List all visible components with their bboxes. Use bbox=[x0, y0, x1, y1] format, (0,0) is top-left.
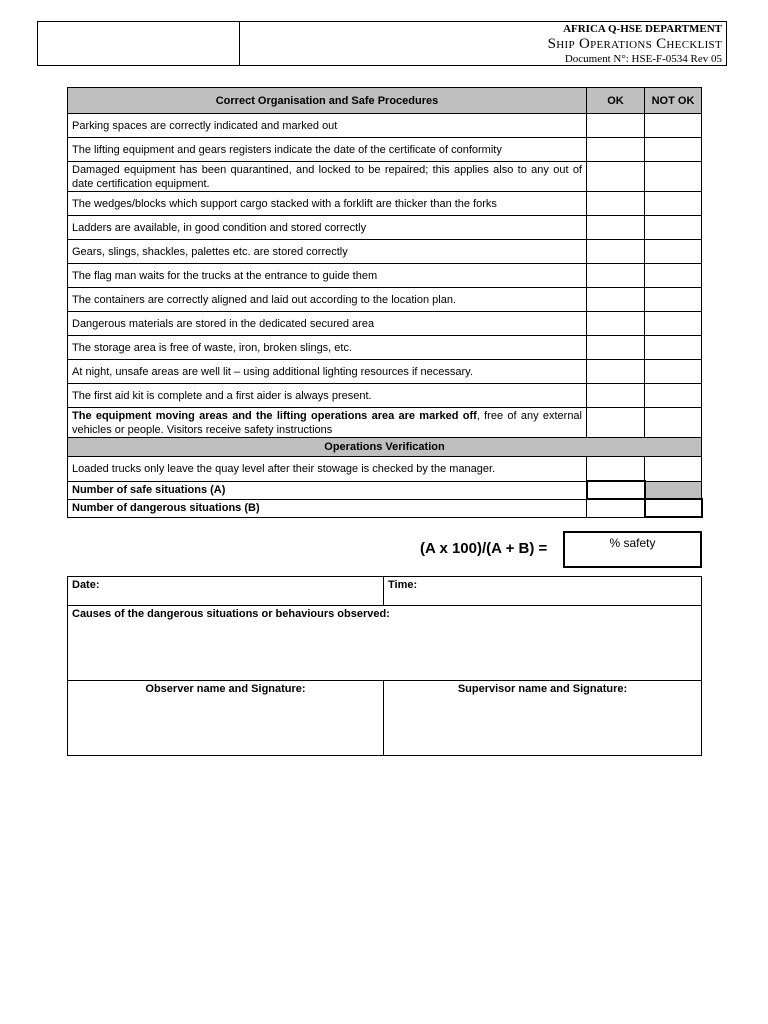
checklist-row bbox=[68, 336, 702, 360]
safety-result-label: % safety bbox=[609, 536, 656, 550]
not-ok-checkbox-cell[interactable] bbox=[645, 162, 702, 192]
logo-cell bbox=[38, 22, 240, 65]
checklist-row bbox=[68, 114, 702, 138]
empty-cell bbox=[587, 499, 645, 517]
not-ok-checkbox-cell[interactable] bbox=[645, 192, 702, 216]
date-time-row bbox=[68, 577, 702, 606]
checklist-row bbox=[68, 162, 702, 192]
safe-count-label: Number of safe situations (A) bbox=[68, 481, 587, 499]
ok-checkbox-cell[interactable] bbox=[587, 138, 645, 162]
date-field[interactable] bbox=[68, 577, 384, 606]
checklist-row bbox=[68, 312, 702, 336]
checklist-row bbox=[68, 408, 702, 438]
document-number: Document N°: HSE-F-0534 Rev 05 bbox=[564, 52, 722, 65]
checklist-row bbox=[68, 457, 702, 482]
checklist-item-text: Dangerous materials are stored in the dedicated secured area bbox=[68, 312, 587, 336]
ok-checkbox-cell[interactable] bbox=[587, 408, 645, 438]
checklist-item-text: Damaged equipment has been quarantined, and locked to be repaired; this applies also to any out of date certification equipment. bbox=[68, 162, 587, 192]
ok-checkbox-cell[interactable] bbox=[587, 216, 645, 240]
document-title: Ship Operations Checklist bbox=[547, 35, 722, 52]
column-header-not-ok: NOT OK bbox=[645, 88, 702, 114]
shaded-cell bbox=[645, 481, 702, 499]
checklist-row bbox=[68, 192, 702, 216]
ok-checkbox-cell[interactable] bbox=[587, 384, 645, 408]
checklist-row bbox=[68, 240, 702, 264]
causes-field[interactable] bbox=[68, 606, 702, 681]
checklist-row bbox=[68, 360, 702, 384]
checklist-item-rest-text: , free of any external vehicles or people. Visitors receive safety instructions bbox=[72, 409, 582, 436]
safe-count-row bbox=[68, 481, 702, 499]
checklist-item-text: The storage area is free of waste, iron, broken slings, etc. bbox=[68, 336, 587, 360]
checklist-table bbox=[67, 87, 703, 518]
supervisor-signature-field[interactable] bbox=[384, 681, 702, 756]
column-header-ok: OK bbox=[587, 88, 645, 114]
not-ok-checkbox-cell[interactable] bbox=[645, 384, 702, 408]
signoff-table bbox=[67, 576, 702, 756]
observer-signature-field[interactable] bbox=[68, 681, 384, 756]
checklist-item-text: The flag man waits for the trucks at the entrance to guide them bbox=[68, 264, 587, 288]
checklist-item-text: The first aid kit is complete and a first aider is always present. bbox=[68, 384, 587, 408]
not-ok-checkbox-cell[interactable] bbox=[645, 457, 702, 482]
not-ok-checkbox-cell[interactable] bbox=[645, 216, 702, 240]
ok-checkbox-cell[interactable] bbox=[587, 288, 645, 312]
not-ok-checkbox-cell[interactable] bbox=[645, 288, 702, 312]
danger-count-input[interactable] bbox=[645, 499, 702, 517]
checklist-item-text: At night, unsafe areas are well lit – using additional lighting resources if necessary. bbox=[68, 360, 587, 384]
ok-checkbox-cell[interactable] bbox=[587, 264, 645, 288]
safe-count-input[interactable] bbox=[587, 481, 645, 499]
ok-checkbox-cell[interactable] bbox=[587, 162, 645, 192]
column-header-item: Correct Organisation and Safe Procedures bbox=[68, 88, 587, 114]
checklist-item-bold-text: The equipment moving areas and the lifting operations area are marked off bbox=[72, 409, 477, 422]
safety-formula: (A x 100)/(A + B) = bbox=[420, 540, 548, 557]
checklist-row bbox=[68, 264, 702, 288]
ok-checkbox-cell[interactable] bbox=[587, 240, 645, 264]
not-ok-checkbox-cell[interactable] bbox=[645, 114, 702, 138]
time-field[interactable] bbox=[384, 577, 702, 606]
section-title: Operations Verification bbox=[68, 438, 702, 457]
causes-label: Causes of the dangerous situations or behaviours observed: bbox=[72, 608, 390, 620]
checklist-item-text: Gears, slings, shackles, palettes etc. are stored correctly bbox=[68, 240, 587, 264]
not-ok-checkbox-cell[interactable] bbox=[645, 336, 702, 360]
ok-checkbox-cell[interactable] bbox=[587, 336, 645, 360]
ok-checkbox-cell[interactable] bbox=[587, 360, 645, 384]
ok-checkbox-cell[interactable] bbox=[587, 192, 645, 216]
header-text bbox=[240, 22, 726, 65]
checklist-item-text: Loaded trucks only leave the quay level after their stowage is checked by the manager. bbox=[68, 457, 587, 482]
safety-result-box[interactable] bbox=[563, 531, 702, 568]
not-ok-checkbox-cell[interactable] bbox=[645, 408, 702, 438]
supervisor-label: Supervisor name and Signature: bbox=[457, 683, 628, 695]
checklist-item-text: Ladders are available, in good condition and stored correctly bbox=[68, 216, 587, 240]
ok-checkbox-cell[interactable] bbox=[587, 457, 645, 482]
department-name: AFRICA Q-HSE DEPARTMENT bbox=[563, 23, 722, 35]
checklist-row bbox=[68, 216, 702, 240]
not-ok-checkbox-cell[interactable] bbox=[645, 312, 702, 336]
time-label: Time: bbox=[388, 579, 418, 591]
signature-row bbox=[68, 681, 702, 756]
not-ok-checkbox-cell[interactable] bbox=[645, 138, 702, 162]
causes-row bbox=[68, 606, 702, 681]
section-header-row bbox=[68, 438, 702, 457]
ok-checkbox-cell[interactable] bbox=[587, 114, 645, 138]
checklist-item-text: The wedges/blocks which support cargo stacked with a forklift are thicker than the forks bbox=[68, 192, 587, 216]
danger-count-label: Number of dangerous situations (B) bbox=[68, 499, 587, 517]
not-ok-checkbox-cell[interactable] bbox=[645, 264, 702, 288]
checklist-row bbox=[68, 138, 702, 162]
danger-count-row bbox=[68, 499, 702, 517]
checklist-item-text bbox=[68, 408, 587, 438]
observer-label: Observer name and Signature: bbox=[145, 683, 306, 695]
document-header bbox=[37, 21, 727, 66]
checklist-item-text: The lifting equipment and gears registers indicate the date of the certificate of conformity bbox=[68, 138, 587, 162]
not-ok-checkbox-cell[interactable] bbox=[645, 240, 702, 264]
checklist-row bbox=[68, 288, 702, 312]
checklist-row bbox=[68, 384, 702, 408]
not-ok-checkbox-cell[interactable] bbox=[645, 360, 702, 384]
checklist-item-text: Parking spaces are correctly indicated and marked out bbox=[68, 114, 587, 138]
ok-checkbox-cell[interactable] bbox=[587, 312, 645, 336]
date-label: Date: bbox=[72, 579, 100, 591]
checklist-item-text: The containers are correctly aligned and laid out according to the location plan. bbox=[68, 288, 587, 312]
